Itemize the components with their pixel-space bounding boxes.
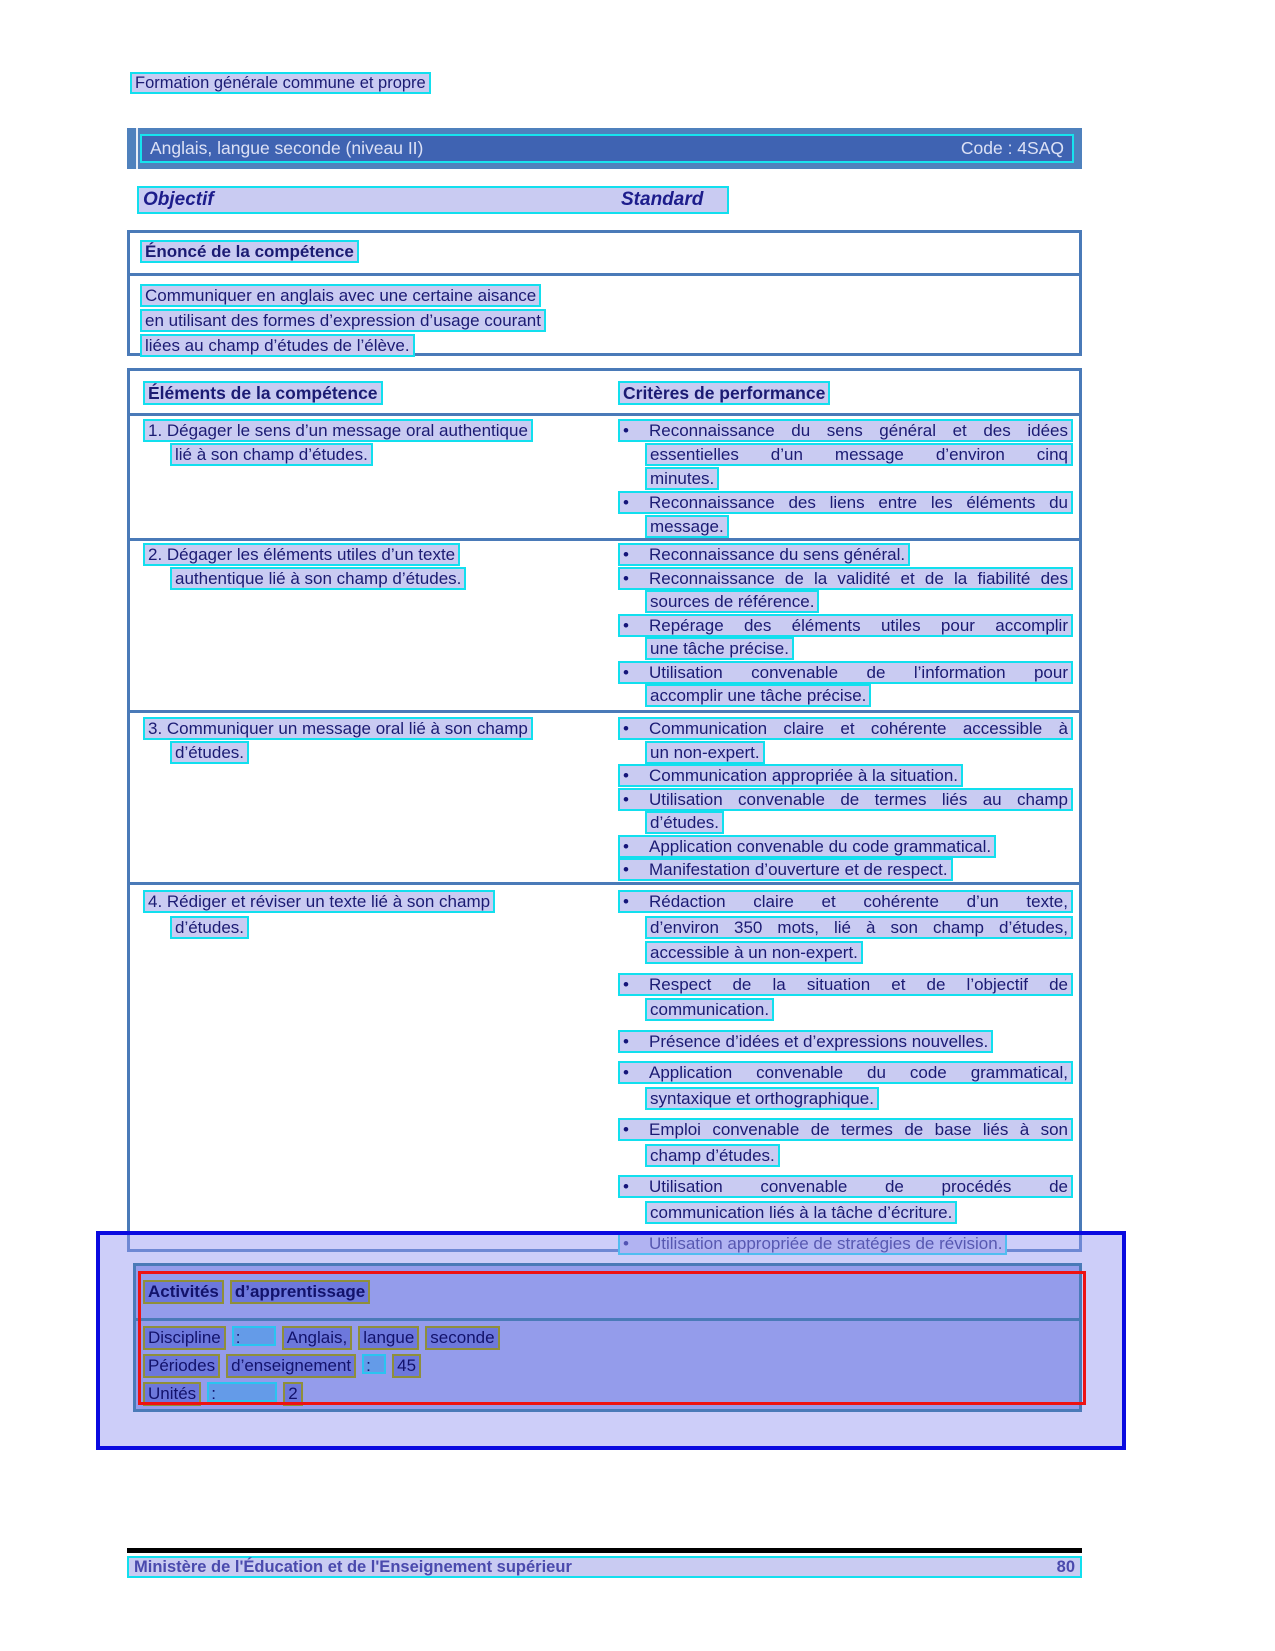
criteria-cell	[618, 419, 1073, 539]
criterion-line: • Utilisation appropriée de stratégies de révision.	[618, 1232, 1007, 1255]
statement-line: en utilisant des formes d’expression d’usage courant	[140, 309, 546, 332]
criterion	[618, 858, 1073, 882]
title-bar-divider	[136, 128, 138, 169]
statement-line: liées au champ d’études de l’élève.	[140, 334, 415, 357]
criterion	[618, 614, 1073, 661]
criterion-line: • Communication claire et cohérente accessible à	[618, 717, 1073, 740]
statement-line: Communiquer en anglais avec une certaine aisance	[140, 284, 541, 307]
element-line: 4. Rédiger et réviser un texte lié à son champ	[143, 890, 495, 913]
criterion-line: d’environ 350 mots, lié à son champ d’études,	[645, 916, 1073, 939]
word-chip: d’enseignement	[226, 1354, 356, 1378]
competency-statement-header	[140, 242, 359, 262]
row-divider	[130, 710, 1079, 713]
periods-value: 45	[392, 1354, 421, 1378]
row-divider	[130, 538, 1079, 541]
course-title-bar	[127, 128, 1082, 169]
criteria-cell	[618, 889, 1073, 1257]
discipline-label: Discipline	[143, 1326, 226, 1350]
criterion	[618, 717, 1073, 764]
criterion-line: • Respect de la situation et de l’objectif de	[618, 973, 1073, 996]
periods-row	[143, 1354, 421, 1378]
criterion-line: accessible à un non-expert.	[645, 941, 863, 964]
criteria-cell	[618, 543, 1073, 708]
word-chip: Anglais,	[282, 1326, 352, 1350]
criterion-line: • Repérage des éléments utiles pour accomplir	[618, 614, 1073, 637]
criterion	[618, 1060, 1073, 1111]
word-chip: langue	[358, 1326, 419, 1350]
criterion	[618, 1174, 1073, 1225]
criterion-line: d’études.	[645, 811, 724, 834]
criterion-line: un non-expert.	[645, 741, 765, 764]
top-section-label	[130, 74, 431, 93]
element-cell	[143, 889, 601, 940]
footer-ministry-text: Ministère de l'Éducation et de l'Enseignement supérieur	[134, 1557, 572, 1576]
footer	[127, 1556, 1082, 1578]
criterion-line: • Reconnaissance du sens général.	[618, 543, 910, 566]
standard-heading: Standard	[621, 189, 704, 210]
criterion-line: communication.	[645, 998, 774, 1021]
element-line: 3. Communiquer un message oral lié à son champ	[143, 717, 533, 740]
top-label-text: Formation générale commune et propre	[130, 72, 431, 94]
units-value: 2	[283, 1382, 302, 1406]
learning-activities-header	[143, 1280, 370, 1304]
colon-chip: :	[362, 1354, 386, 1374]
element-line: lié à son champ d’études.	[170, 443, 373, 466]
column-header-criteria: Critères de performance	[618, 381, 830, 405]
colon-chip: :	[232, 1326, 276, 1346]
objectif-heading: Objectif	[143, 189, 214, 210]
criterion-line: • Utilisation convenable de l’information pour	[618, 661, 1073, 684]
column-header-elements: Éléments de la compétence	[143, 381, 383, 405]
criterion-line: • Manifestation d’ouverture et de respect.	[618, 858, 953, 881]
competency-statement-body	[140, 283, 546, 358]
criterion	[618, 419, 1073, 491]
element-line: 1. Dégager le sens d’un message oral authentique	[143, 419, 533, 442]
criterion	[618, 491, 1073, 539]
criterion-line: • Présence d’idées et d’expressions nouvelles.	[618, 1030, 993, 1053]
criterion	[618, 567, 1073, 614]
criterion-line: • Reconnaissance des liens entre les éléments du	[618, 491, 1073, 514]
criterion-line: champ d’études.	[645, 1144, 780, 1167]
element-cell	[143, 419, 601, 467]
discipline-row	[143, 1326, 500, 1350]
word-chip: d’apprentissage	[230, 1280, 370, 1304]
element-line: d’études.	[170, 741, 249, 764]
units-row	[143, 1382, 303, 1406]
element-line: d’études.	[170, 916, 249, 939]
criterion-line: • Rédaction claire et cohérente d’un texte,	[618, 890, 1073, 913]
criterion	[618, 835, 1073, 859]
criterion-line: communication liés à la tâche d’écriture.	[645, 1201, 957, 1224]
footer-page-number: 80	[1056, 1557, 1075, 1576]
element-line: authentique lié à son champ d’études.	[170, 567, 466, 590]
criterion-line: accomplir une tâche précise.	[645, 684, 871, 707]
criterion	[618, 1029, 1073, 1055]
title-bar-highlight	[140, 134, 1074, 163]
criterion-line: • Utilisation convenable de termes liés au champ	[618, 788, 1073, 811]
footer-rule	[127, 1548, 1082, 1553]
criterion-line: • Application convenable du code grammatical,	[618, 1061, 1073, 1084]
criterion	[618, 661, 1073, 708]
objectif-standard-strip	[137, 186, 729, 214]
box-divider	[130, 273, 1079, 276]
course-code: Code : 4SAQ	[960, 138, 1064, 158]
competency-statement-box	[127, 230, 1082, 356]
criterion	[618, 889, 1073, 966]
element-cell	[143, 543, 601, 590]
row-divider	[130, 413, 1079, 416]
criterion-line: syntaxique et orthographique.	[645, 1087, 879, 1110]
criterion	[618, 764, 1073, 788]
criterion-line: message.	[645, 515, 729, 538]
criterion-line: • Application convenable du code grammatical.	[618, 835, 996, 858]
criterion-line: • Reconnaissance de la validité et de la fiabilité des	[618, 567, 1073, 590]
criterion-line: une tâche précise.	[645, 637, 794, 660]
box-divider	[136, 1318, 1079, 1321]
criterion-line: • Emploi convenable de termes de base liés à son	[618, 1118, 1073, 1141]
criterion-line: • Communication appropriée à la situation.	[618, 764, 963, 787]
row-divider	[130, 882, 1079, 885]
element-cell	[143, 717, 601, 764]
word-chip: seconde	[425, 1326, 499, 1350]
criterion	[618, 972, 1073, 1023]
colon-chip: :	[207, 1382, 277, 1402]
criterion	[618, 1231, 1073, 1257]
course-title: Anglais, langue seconde (niveau II)	[150, 138, 424, 158]
criterion-line: sources de référence.	[645, 590, 819, 613]
element-line: 2. Dégager les éléments utiles d’un texte	[143, 543, 460, 566]
criterion	[618, 788, 1073, 835]
competency-statement-title: Énoncé de la compétence	[140, 240, 359, 263]
criterion-line: • Reconnaissance du sens général et des idées	[618, 419, 1073, 442]
units-label: Unités	[143, 1382, 201, 1406]
criterion-line: • Utilisation convenable de procédés de	[618, 1175, 1073, 1198]
learning-activities-box	[133, 1263, 1082, 1412]
word-chip: Activités	[143, 1280, 224, 1304]
table-header-row	[143, 383, 1071, 404]
criterion-line: minutes.	[645, 467, 719, 490]
criteria-table	[127, 368, 1082, 1252]
word-chip: Périodes	[143, 1354, 220, 1378]
criterion	[618, 1117, 1073, 1168]
criteria-cell	[618, 717, 1073, 882]
criterion-line: essentielles d’un message d’environ cinq	[645, 443, 1073, 466]
criterion	[618, 543, 1073, 567]
